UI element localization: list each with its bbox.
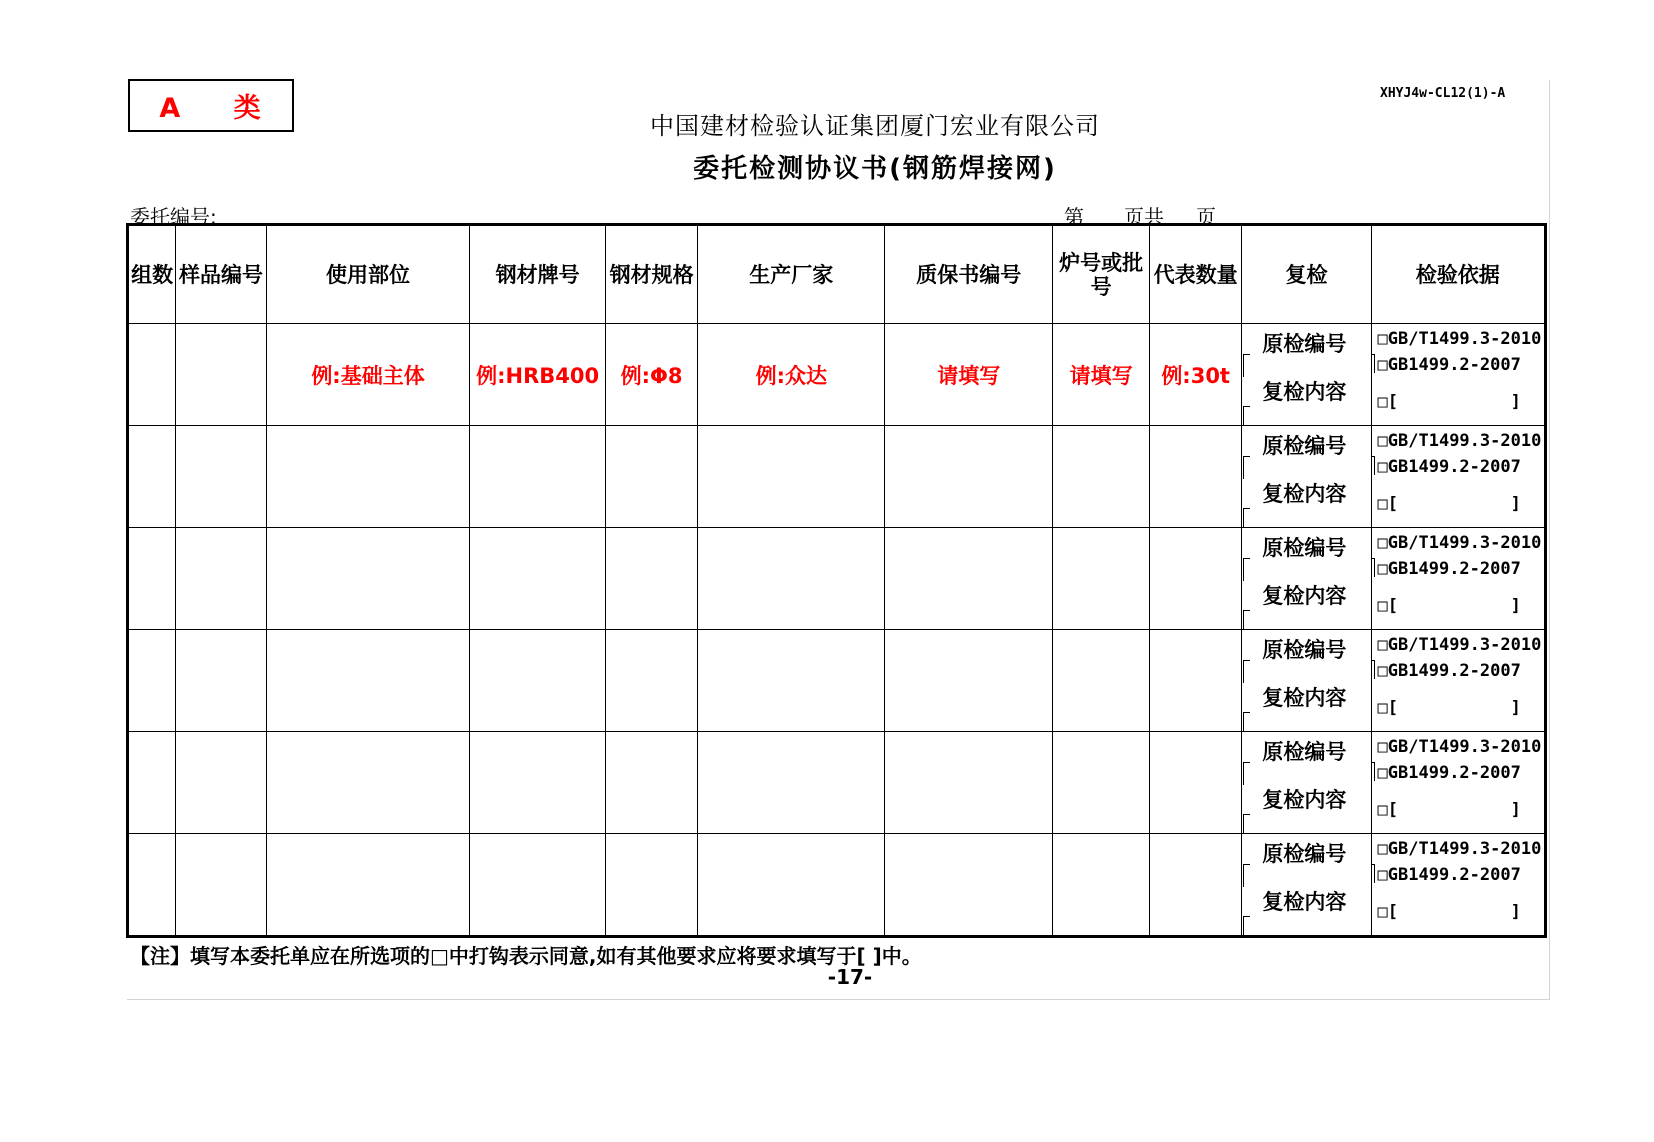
- cell-spec[interactable]: [605, 834, 697, 937]
- cell-cert-no[interactable]: [885, 630, 1053, 732]
- basis-checkbox-other[interactable]: □[ ]: [1377, 698, 1521, 718]
- bracket-mark: [1243, 864, 1250, 887]
- table-header-row: [128, 225, 1546, 324]
- cell-manufacturer[interactable]: [698, 732, 885, 834]
- cell-recheck: [1242, 426, 1371, 528]
- basis-checkbox-other[interactable]: □[ ]: [1377, 800, 1521, 820]
- bracket-mark: [1243, 610, 1250, 630]
- cell-manufacturer[interactable]: 例:众达: [698, 324, 885, 426]
- class-label-box: A 类: [128, 79, 294, 132]
- cell-test-basis: [1371, 528, 1545, 630]
- cell-sample-no[interactable]: [176, 324, 266, 426]
- table-row: [128, 528, 1546, 630]
- table-row: [128, 426, 1546, 528]
- basis-checkbox-gbt1499-3[interactable]: □GB/T1499.3-2010: [1377, 533, 1542, 553]
- cell-sample-no[interactable]: [176, 426, 266, 528]
- bracket-mark: [1243, 558, 1250, 581]
- cell-heat-no[interactable]: [1053, 528, 1150, 630]
- col-steel-spec: 钢材规格: [605, 225, 697, 324]
- cell-location[interactable]: [266, 834, 470, 937]
- cell-spec[interactable]: [605, 426, 697, 528]
- col-heat-no: 炉号或批号: [1053, 225, 1150, 324]
- cell-location[interactable]: 例:基础主体: [266, 324, 470, 426]
- bracket-mark: [1243, 508, 1250, 528]
- cell-recheck: [1242, 834, 1371, 937]
- bracket-mark: [1371, 864, 1375, 883]
- col-location: 使用部位: [266, 225, 470, 324]
- cell-spec[interactable]: 例:Φ8: [605, 324, 697, 426]
- cell-quantity[interactable]: [1149, 834, 1241, 937]
- recheck-original-no-option[interactable]: 原检编号: [1262, 638, 1347, 662]
- basis-checkbox-other[interactable]: □[ ]: [1377, 596, 1521, 616]
- cell-cert-no[interactable]: [885, 834, 1053, 937]
- recheck-content-option[interactable]: 复检内容: [1262, 482, 1347, 506]
- col-steel-grade: 钢材牌号: [470, 225, 605, 324]
- page-border-bottom: [127, 999, 1550, 1000]
- col-group-count: 组数: [128, 225, 176, 324]
- basis-checkbox-gbt1499-3[interactable]: □GB/T1499.3-2010: [1377, 635, 1542, 655]
- company-name: 中国建材检验认证集团厦门宏业有限公司: [650, 112, 1100, 140]
- cell-group[interactable]: [128, 426, 176, 528]
- cell-cert-no[interactable]: [885, 732, 1053, 834]
- cell-cert-no[interactable]: [885, 528, 1053, 630]
- cell-test-basis: [1371, 732, 1545, 834]
- cell-recheck: [1242, 732, 1371, 834]
- cell-test-basis: [1371, 324, 1545, 426]
- bracket-mark: [1243, 762, 1250, 785]
- cell-sample-no[interactable]: [176, 528, 266, 630]
- cell-group[interactable]: [128, 834, 176, 937]
- cell-heat-no[interactable]: [1053, 834, 1150, 937]
- basis-checkbox-other[interactable]: □[ ]: [1377, 902, 1521, 922]
- cell-location[interactable]: [266, 732, 470, 834]
- basis-checkbox-gb1499-2[interactable]: □GB1499.2-2007: [1377, 559, 1521, 579]
- col-manufacturer: 生产厂家: [698, 225, 885, 324]
- cell-sample-no[interactable]: [176, 732, 266, 834]
- cell-test-basis: [1371, 834, 1545, 937]
- cell-manufacturer[interactable]: [698, 528, 885, 630]
- bracket-mark: [1371, 558, 1375, 577]
- commission-number-label: 委托编号:: [130, 205, 217, 229]
- bracket-mark: [1243, 712, 1250, 732]
- basis-checkbox-gb1499-2[interactable]: □GB1499.2-2007: [1377, 865, 1521, 885]
- cell-grade[interactable]: [470, 426, 605, 528]
- cell-spec[interactable]: [605, 732, 697, 834]
- bracket-mark: [1243, 406, 1250, 426]
- recheck-content-option[interactable]: 复检内容: [1262, 686, 1347, 710]
- recheck-original-no-option[interactable]: 原检编号: [1262, 842, 1347, 866]
- basis-checkbox-other[interactable]: □[ ]: [1377, 392, 1521, 412]
- cell-quantity[interactable]: 例:30t: [1149, 324, 1241, 426]
- bracket-mark: [1243, 660, 1250, 683]
- page-border-right: [1549, 80, 1550, 1000]
- cell-recheck: [1242, 324, 1371, 426]
- recheck-original-no-option[interactable]: 原检编号: [1262, 434, 1347, 458]
- cell-spec[interactable]: [605, 630, 697, 732]
- basis-checkbox-gbt1499-3[interactable]: □GB/T1499.3-2010: [1377, 737, 1542, 757]
- cell-manufacturer[interactable]: [698, 426, 885, 528]
- cell-group[interactable]: [128, 732, 176, 834]
- cell-test-basis: [1371, 426, 1545, 528]
- basis-checkbox-gb1499-2[interactable]: □GB1499.2-2007: [1377, 763, 1521, 783]
- cell-recheck: [1242, 630, 1371, 732]
- cell-heat-no[interactable]: 请填写: [1053, 324, 1150, 426]
- document-code: XHYJ4w-CL12(1)-A: [1380, 86, 1506, 101]
- sample-table: [126, 223, 1547, 938]
- basis-checkbox-gb1499-2[interactable]: □GB1499.2-2007: [1377, 355, 1521, 375]
- document-title: 委托检测协议书(钢筋焊接网): [693, 154, 1057, 184]
- page-number: -17-: [827, 965, 873, 989]
- cell-heat-no[interactable]: [1053, 630, 1150, 732]
- cell-location[interactable]: [266, 426, 470, 528]
- cell-heat-no[interactable]: [1053, 426, 1150, 528]
- cell-quantity[interactable]: [1149, 732, 1241, 834]
- cell-grade[interactable]: [470, 732, 605, 834]
- basis-checkbox-other[interactable]: □[ ]: [1377, 494, 1521, 514]
- recheck-original-no-option[interactable]: 原检编号: [1262, 536, 1347, 560]
- bracket-mark: [1243, 354, 1250, 377]
- bracket-mark: [1243, 814, 1250, 834]
- cell-cert-no[interactable]: 请填写: [885, 324, 1053, 426]
- page-ye-gong: 页共: [1124, 205, 1164, 229]
- recheck-content-option[interactable]: 复检内容: [1262, 788, 1347, 812]
- cell-cert-no[interactable]: [885, 426, 1053, 528]
- cell-group[interactable]: [128, 528, 176, 630]
- cell-quantity[interactable]: [1149, 528, 1241, 630]
- recheck-original-no-option[interactable]: 原检编号: [1262, 740, 1347, 764]
- page-ye: 页: [1196, 205, 1216, 229]
- table-row: [128, 834, 1546, 937]
- footer-note: 【注】填写本委托单应在所选项的□中打钩表示同意,如有其他要求应将要求填写于[ ]中。: [130, 944, 922, 968]
- table-row: [128, 324, 1546, 426]
- cell-group[interactable]: [128, 630, 176, 732]
- bracket-mark: [1371, 660, 1375, 679]
- cell-grade[interactable]: 例:HRB400: [470, 324, 605, 426]
- cell-grade[interactable]: [470, 630, 605, 732]
- cell-test-basis: [1371, 630, 1545, 732]
- recheck-content-option[interactable]: 复检内容: [1262, 584, 1347, 608]
- cell-grade[interactable]: [470, 834, 605, 937]
- cell-recheck: [1242, 528, 1371, 630]
- basis-checkbox-gb1499-2[interactable]: □GB1499.2-2007: [1377, 457, 1521, 477]
- recheck-content-option[interactable]: 复检内容: [1262, 380, 1347, 404]
- table-row: [128, 630, 1546, 732]
- page-di: 第: [1064, 205, 1084, 229]
- recheck-content-option[interactable]: 复检内容: [1262, 890, 1347, 914]
- cell-sample-no[interactable]: [176, 630, 266, 732]
- cell-location[interactable]: [266, 630, 470, 732]
- table-row: [128, 732, 1546, 834]
- cell-group[interactable]: [128, 324, 176, 426]
- cell-quantity[interactable]: [1149, 426, 1241, 528]
- col-quantity: 代表数量: [1149, 225, 1241, 324]
- bracket-mark: [1371, 762, 1375, 781]
- bracket-mark: [1371, 456, 1375, 475]
- col-recheck: 复检: [1242, 225, 1371, 324]
- cell-heat-no[interactable]: [1053, 732, 1150, 834]
- basis-checkbox-gbt1499-3[interactable]: □GB/T1499.3-2010: [1377, 431, 1542, 451]
- col-test-basis: 检验依据: [1371, 225, 1545, 324]
- cell-location[interactable]: [266, 528, 470, 630]
- cell-grade[interactable]: [470, 528, 605, 630]
- cell-manufacturer[interactable]: [698, 834, 885, 937]
- bracket-mark: [1371, 354, 1375, 373]
- cell-sample-no[interactable]: [176, 834, 266, 937]
- basis-checkbox-gbt1499-3[interactable]: □GB/T1499.3-2010: [1377, 839, 1542, 859]
- recheck-original-no-option[interactable]: 原检编号: [1262, 332, 1347, 356]
- col-cert-no: 质保书编号: [885, 225, 1053, 324]
- bracket-mark: [1243, 916, 1250, 936]
- cell-manufacturer[interactable]: [698, 630, 885, 732]
- basis-checkbox-gb1499-2[interactable]: □GB1499.2-2007: [1377, 661, 1521, 681]
- bracket-mark: [1243, 456, 1250, 479]
- cell-quantity[interactable]: [1149, 630, 1241, 732]
- basis-checkbox-gbt1499-3[interactable]: □GB/T1499.3-2010: [1377, 329, 1542, 349]
- col-sample-no: 样品编号: [176, 225, 266, 324]
- cell-spec[interactable]: [605, 528, 697, 630]
